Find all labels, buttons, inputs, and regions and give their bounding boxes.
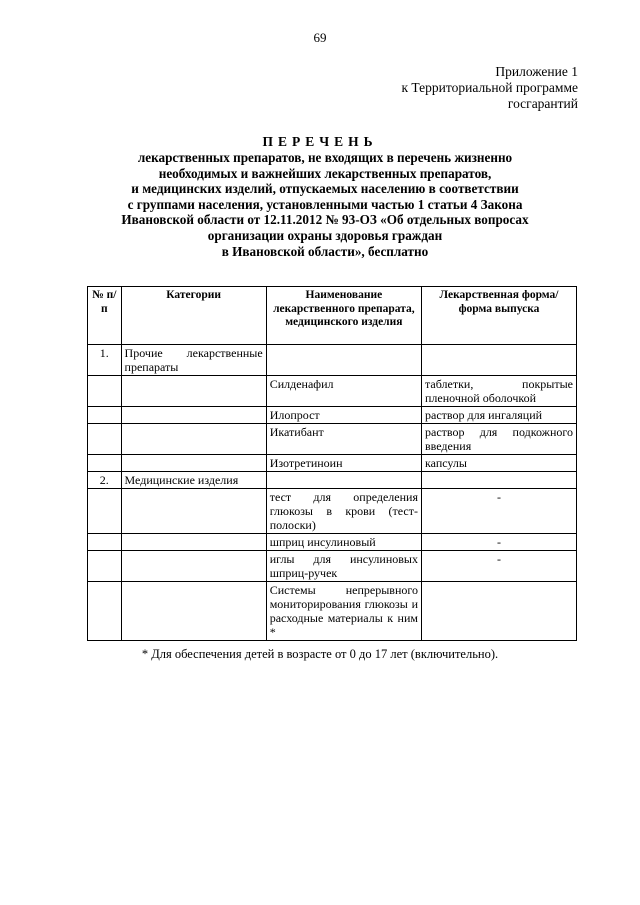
row-name: Илопрост: [266, 407, 421, 424]
row-form: таблетки, покрытые пленочной оболочкой: [422, 376, 577, 407]
document-title: ПЕРЕЧЕНЬ: [262, 134, 378, 149]
row-category: [121, 582, 266, 641]
row-form: [422, 472, 577, 489]
table-row: [88, 534, 577, 551]
subtitle-line: необходимых и важнейших лекарственных препаратов,: [158, 165, 492, 181]
table-row: [88, 472, 577, 489]
table-row: [88, 582, 577, 641]
row-num: [88, 424, 122, 455]
subtitle-line: с группами населения, установленными частью 1 статьи 4 Закона: [127, 196, 523, 212]
table-row: [88, 489, 577, 534]
row-form: раствор для ингаляций: [422, 407, 577, 424]
page-number: 69: [313, 30, 327, 45]
row-num: [88, 407, 122, 424]
row-form: -: [422, 489, 577, 534]
footnote: * Для обеспечения детей в возрасте от 0 до 17 лет (включительно).: [141, 647, 499, 661]
appendix-header: [278, 64, 578, 112]
row-name: [266, 345, 421, 376]
header-form: Лекарственная форма/форма выпуска: [422, 287, 577, 345]
header-name: Наименование лекарственного препарата, медицинского изделия: [266, 287, 421, 345]
table-row: [88, 345, 577, 376]
subtitle-line: организации охраны здоровья граждан: [207, 227, 443, 243]
row-name: [266, 472, 421, 489]
table-row: [88, 376, 577, 407]
row-name: иглы для инсулиновых шприц-ручек: [266, 551, 421, 582]
row-name: Икатибант: [266, 424, 421, 455]
subtitle-line: в Ивановской области», бесплатно: [221, 243, 429, 259]
appendix-line-2: к Территориальной программе: [401, 80, 578, 95]
row-category: [121, 455, 266, 472]
row-num: [88, 582, 122, 641]
row-name: Изотретиноин: [266, 455, 421, 472]
row-num: [88, 551, 122, 582]
row-name: Системы непрерывного мониторирования глюкозы и расходные материалы к ним *: [266, 582, 421, 641]
header-category: Категории: [121, 287, 266, 345]
row-num: [88, 376, 122, 407]
subtitle-line: Ивановской области от 12.11.2012 № 93-ОЗ «Об отдельных вопросах: [121, 212, 529, 228]
table-row: [88, 424, 577, 455]
header-num: № п/п: [88, 287, 122, 345]
row-num: [88, 455, 122, 472]
table-header-row: [88, 287, 577, 345]
appendix-line-3: госгарантий: [507, 96, 578, 111]
table-row: [88, 551, 577, 582]
row-category: Медицинские изделия: [121, 472, 266, 489]
row-name: тест для определения глюкозы в крови (тест-полоски): [266, 489, 421, 534]
row-name: Силденафил: [266, 376, 421, 407]
row-form: -: [422, 534, 577, 551]
row-num: [88, 534, 122, 551]
row-num: [88, 489, 122, 534]
row-num: 1.: [88, 345, 122, 376]
row-category: [121, 534, 266, 551]
row-category: [121, 489, 266, 534]
row-form: капсулы: [422, 455, 577, 472]
table-row: [88, 455, 577, 472]
table-row: [88, 407, 577, 424]
row-form: [422, 345, 577, 376]
document-subtitle: [70, 150, 580, 259]
row-num: 2.: [88, 472, 122, 489]
row-name: шприц инсулиновый: [266, 534, 421, 551]
subtitle-line: и медицинских изделий, отпускаемых населению в соответствии: [131, 181, 519, 197]
row-category: [121, 376, 266, 407]
row-category: [121, 551, 266, 582]
subtitle-line: лекарственных препаратов, не входящих в перечень жизненно: [137, 150, 513, 165]
appendix-line-1: Приложение 1: [495, 64, 578, 79]
row-category: [121, 407, 266, 424]
row-form: -: [422, 551, 577, 582]
row-form: [422, 582, 577, 641]
row-category: Прочие лекарственные препараты: [121, 345, 266, 376]
row-category: [121, 424, 266, 455]
medications-table: [87, 286, 577, 641]
row-form: раствор для подкожного введения: [422, 424, 577, 455]
